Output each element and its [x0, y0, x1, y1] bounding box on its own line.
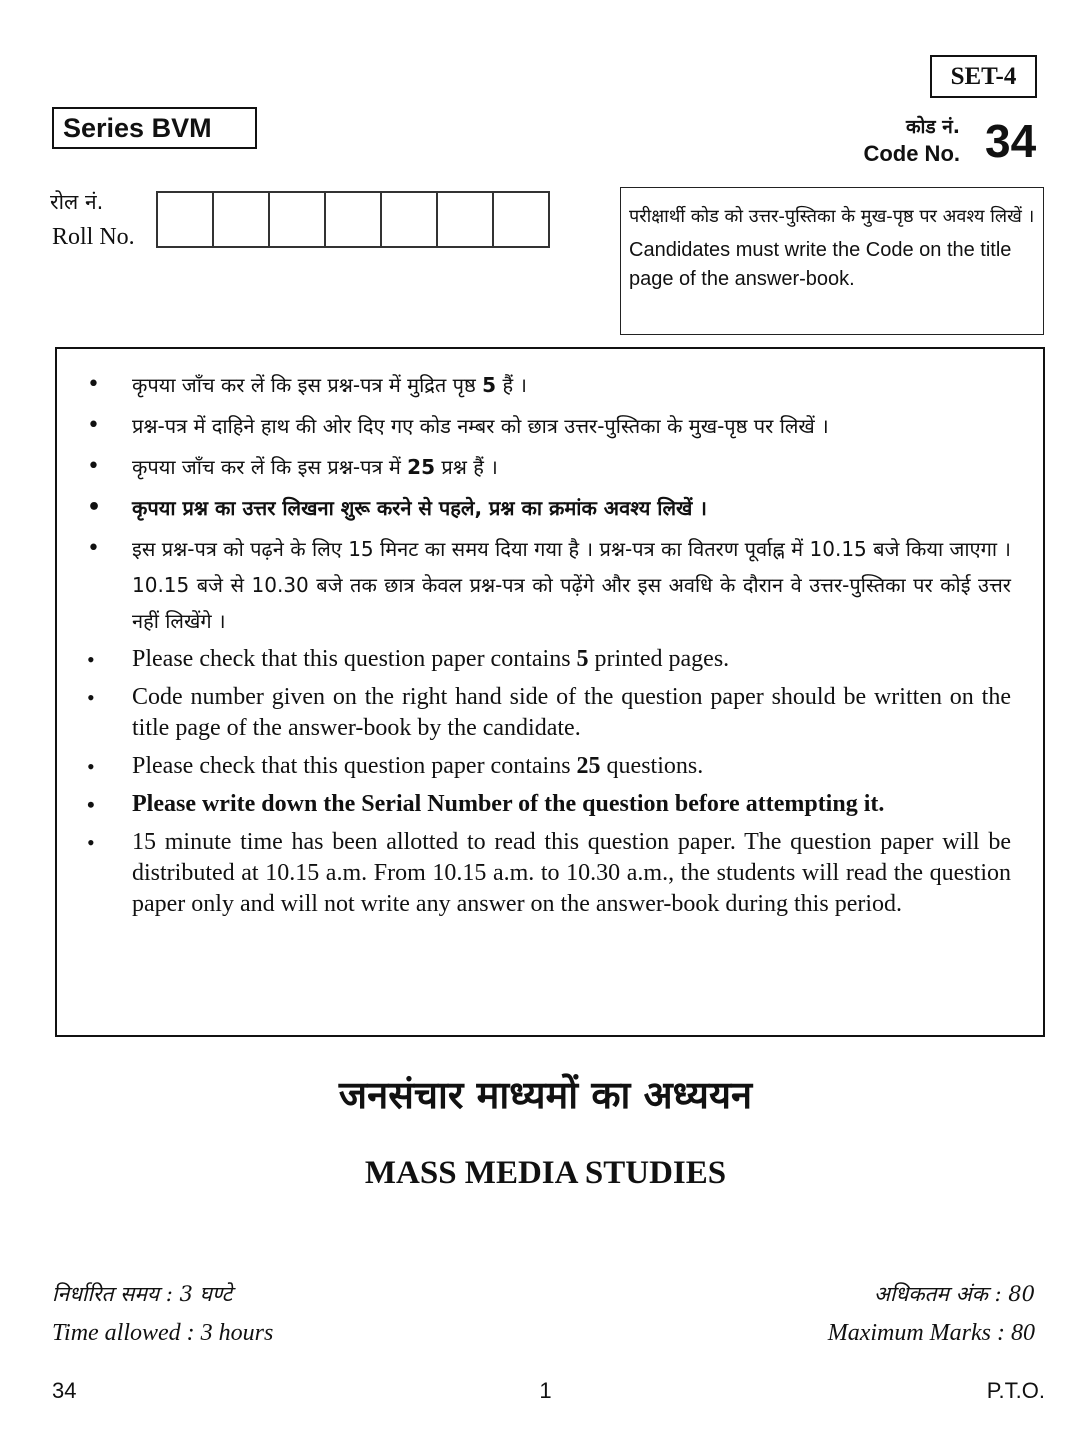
candidate-note-box	[620, 187, 1044, 335]
footer-code: 34	[52, 1378, 77, 1403]
time-allowed-english: Time allowed : 3 hours	[52, 1320, 274, 1346]
instruction-hi-time: • इस प्रश्न-पत्र को पढ़ने के लिए 15 मिनट का समय दिया गया है । प्रश्न-पत्र का वितरण पूर्वाह्न में 10.15 बजे किया जाएगा । 10.15 बजे से 10.30 बजे तक छात्र केवल प्रश्न-पत्र को पढ़ेंगे और इस अवधि के दौरान वे उत्तर-पुस्तिका पर कोई उत्तर नहीं लिखेंगे ।	[87, 531, 1011, 639]
code-label-english: Code No.	[863, 141, 960, 166]
roll-number-boxes[interactable]	[156, 191, 550, 248]
max-marks-hindi: अधिकतम अंक : 80	[873, 1282, 1035, 1306]
instructions-box	[55, 347, 1045, 1037]
roll-digit-box[interactable]	[438, 193, 494, 246]
subject-title-hindi: जनसंचार माध्यमों का अध्ययन	[338, 1073, 753, 1117]
subject-title-english: MASS MEDIA STUDIES	[364, 1155, 727, 1191]
instruction-hi-serial: • कृपया प्रश्न का उत्तर लिखना शुरू करने से पहले, प्रश्न का क्रमांक अवश्य लिखें ।	[87, 490, 1011, 526]
instruction-en-code: • Code number given on the right hand side of the question paper should be written on the title page of the answer-book by the candidate.	[87, 682, 1011, 744]
time-allowed-hindi: निर्धारित समय : 3 घण्टे	[52, 1282, 233, 1306]
instruction-hi-pages: • कृपया जाँच कर लें कि इस प्रश्न-पत्र में मुद्रित पृष्ठ 5 हैं ।	[87, 367, 1011, 403]
footer-page-number: 1	[539, 1378, 552, 1403]
instruction-en-questions: • Please check that this question paper contains 25 questions.	[87, 751, 1011, 782]
roll-digit-box[interactable]	[270, 193, 326, 246]
roll-digit-box[interactable]	[494, 193, 550, 246]
roll-label-english: Roll No.	[52, 224, 135, 250]
code-label-hindi: कोड नं.	[905, 116, 960, 138]
candidate-note-hindi: परीक्षार्थी कोड को उत्तर-पुस्तिका के मुख-पृष्ठ पर अवश्य लिखें ।	[629, 206, 1035, 227]
set-label: SET-4	[930, 55, 1037, 98]
roll-digit-box[interactable]	[382, 193, 438, 246]
instruction-en-serial: • Please write down the Serial Number of the question before attempting it.	[87, 789, 1011, 820]
roll-label-hindi: रोल नं.	[50, 190, 104, 214]
roll-digit-box[interactable]	[326, 193, 382, 246]
roll-digit-box[interactable]	[158, 193, 214, 246]
instruction-en-pages: • Please check that this question paper contains 5 printed pages.	[87, 644, 1011, 675]
instruction-hi-questions: • कृपया जाँच कर लें कि इस प्रश्न-पत्र में 25 प्रश्न हैं ।	[87, 449, 1011, 485]
instruction-en-time: • 15 minute time has been allotted to read this question paper. The question paper will be distributed at 10.15 a.m. From 10.15 a.m. to 10.30 a.m., the students will read the question paper only and will not write any answer on the answer-book during this period.	[87, 827, 1011, 920]
footer-pto: P.T.O.	[986, 1378, 1045, 1403]
instruction-hi-code: • प्रश्न-पत्र में दाहिने हाथ की ओर दिए गए कोड नम्बर को छात्र उत्तर-पुस्तिका के मुख-पृष्ठ पर लिखें ।	[87, 408, 1011, 444]
series-label: Series BVM	[52, 107, 257, 149]
max-marks-english: Maximum Marks : 80	[827, 1320, 1035, 1346]
candidate-note-english: Candidates must write the Code on the title page of the answer-book.	[629, 239, 1012, 290]
instructions-list	[87, 367, 1011, 920]
roll-digit-box[interactable]	[214, 193, 270, 246]
code-number: 34	[985, 115, 1037, 167]
